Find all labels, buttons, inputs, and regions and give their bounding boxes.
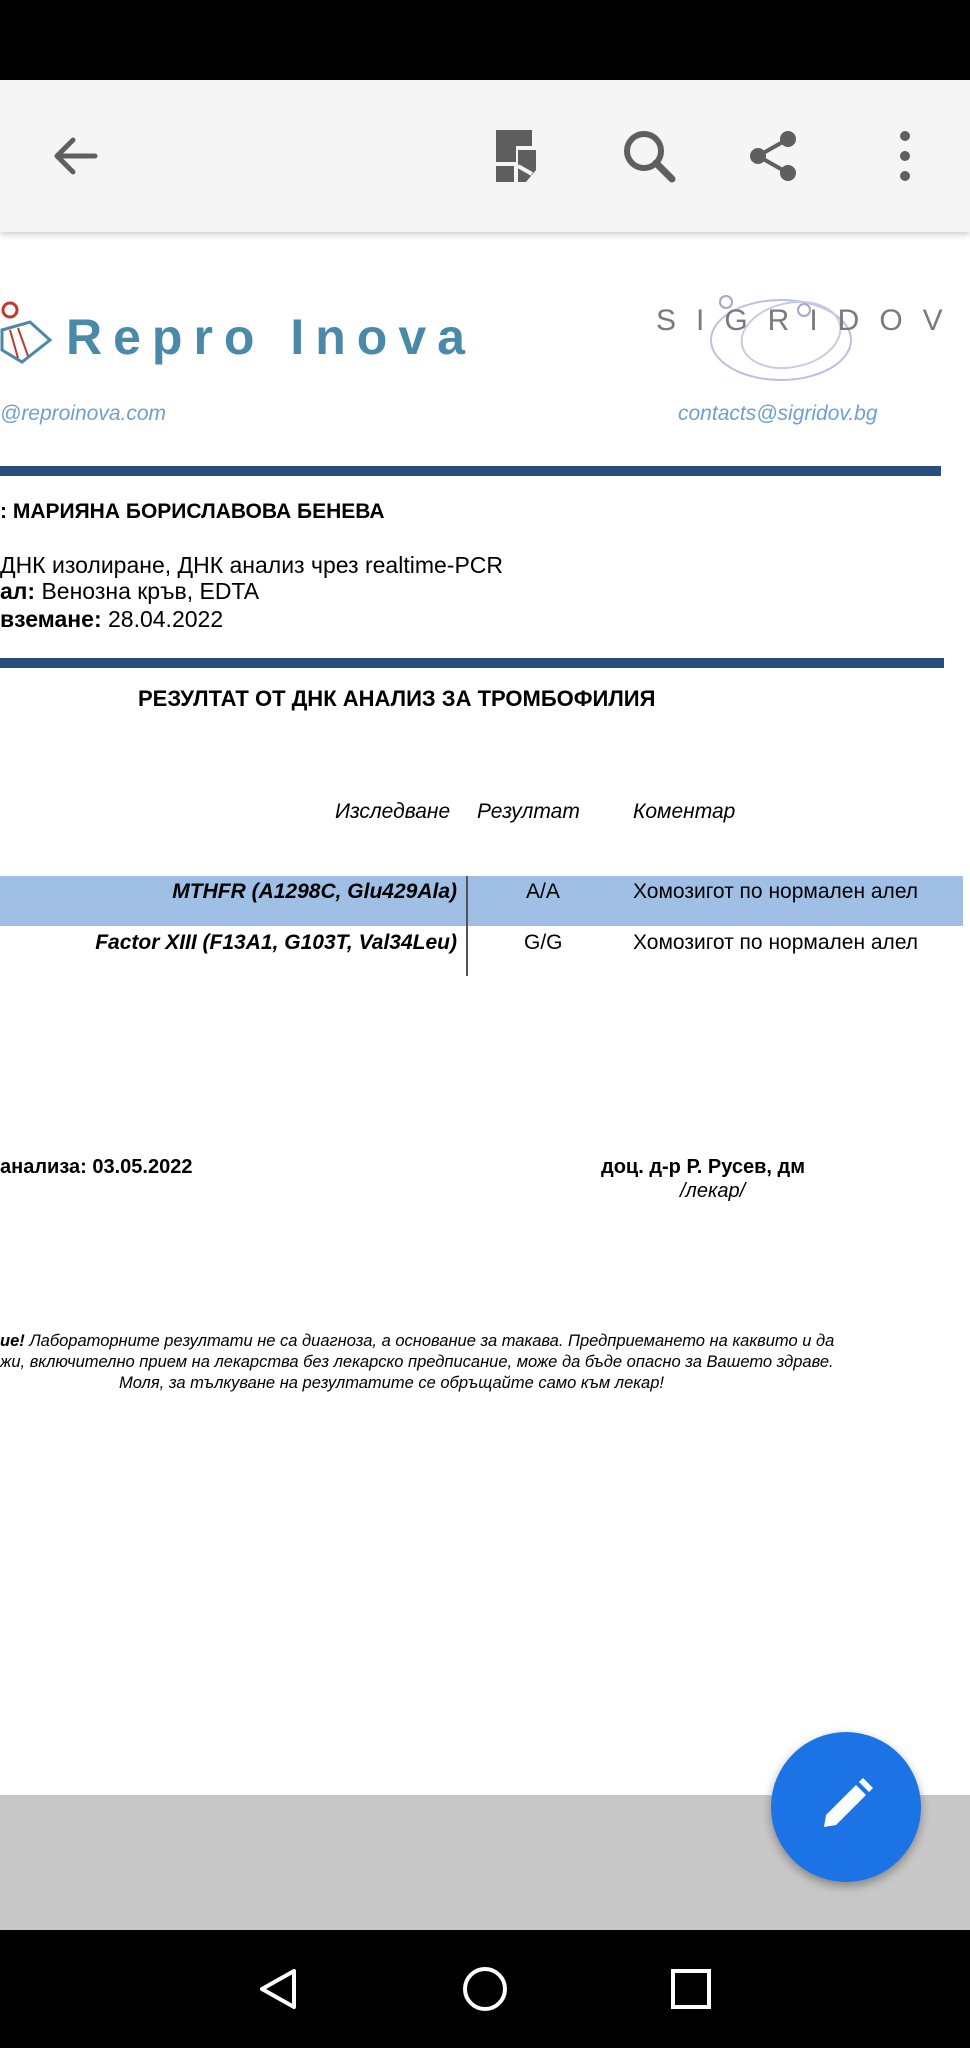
header-result: Резултат — [477, 800, 580, 823]
row1-test: MTHFR (A1298C, Glu429Ala) — [172, 880, 457, 903]
edit-pencil-icon — [816, 1775, 876, 1840]
document-view-icon[interactable] — [484, 123, 550, 189]
column-divider — [466, 876, 468, 976]
header-comment: Коментар — [633, 800, 736, 823]
repro-inova-logo-text: Repro Inova — [66, 309, 476, 365]
disclaimer-text-1: Лабораторните резултати не са диагноза, а основание за такава. Предприемането на каквито и да — [24, 1332, 835, 1350]
patient-name: МАРИЯНА БОРИСЛАВОВА БЕНЕВА — [12, 500, 385, 523]
back-arrow-icon[interactable] — [42, 123, 108, 189]
doctor-role: /лекар/ — [680, 1180, 746, 1202]
email-right[interactable]: contacts@sigridov.bg — [678, 402, 878, 425]
analysis-date: анализа: 03.05.2022 — [0, 1156, 193, 1178]
nav-recents-icon[interactable] — [658, 1956, 724, 2022]
patient-line — [0, 500, 385, 524]
disclaimer-line-3: Моля, за тълкуване на резултатите се обръщайте само към лекар! — [119, 1374, 664, 1392]
disclaimer-line-1 — [0, 1332, 834, 1351]
date-line — [0, 606, 223, 633]
email-left[interactable]: @reproinova.com — [0, 402, 167, 425]
row2-test: Factor XIII (F13A1, G103T, Val34Leu) — [95, 931, 457, 954]
method-text: ДНК изолиране, ДНК анализ чрез realtime-PCR — [0, 552, 504, 578]
status-bar — [0, 0, 970, 80]
material-line — [0, 578, 259, 605]
header-rule — [0, 466, 941, 476]
pdf-page[interactable] — [0, 232, 970, 1795]
report-title: РЕЗУЛТАТ ОТ ДНК АНАЛИЗ ЗА ТРОМБОФИЛИЯ — [138, 686, 656, 711]
date-value: 28.04.2022 — [108, 606, 224, 632]
row1-comment: Хомозигот по нормален алел — [633, 880, 919, 903]
date-label: вземане: — [0, 606, 102, 632]
sigridov-logo-text: SIGRIDOV — [656, 304, 963, 337]
header-test: Изследване — [335, 800, 451, 823]
material-value: Венозна кръв, EDTA — [41, 578, 260, 604]
search-icon[interactable] — [616, 123, 682, 189]
material-label: ал: — [0, 578, 36, 604]
doctor-name: доц. д-р Р. Русев, дм — [601, 1156, 806, 1178]
row2-result: G/G — [524, 931, 563, 954]
edit-fab-button[interactable] — [771, 1732, 921, 1882]
more-vert-icon[interactable] — [872, 123, 938, 189]
disclaimer-line-2: жи, включително прием на лекарства без лекарско предписание, може да бъде опасно за Вашето здраве. — [0, 1353, 834, 1371]
share-icon[interactable] — [740, 123, 806, 189]
section-rule — [0, 658, 944, 668]
android-nav-bar — [0, 1930, 970, 2048]
nav-home-icon[interactable] — [452, 1956, 518, 2022]
row2-comment: Хомозигот по нормален алел — [633, 931, 919, 954]
patient-label: : — [0, 500, 13, 523]
viewer-toolbar — [0, 80, 970, 232]
repro-inova-logo-icon — [0, 300, 56, 370]
nav-back-icon[interactable] — [245, 1956, 311, 2022]
row1-result: A/A — [526, 880, 560, 903]
disclaimer-bold: ие! — [0, 1332, 25, 1350]
